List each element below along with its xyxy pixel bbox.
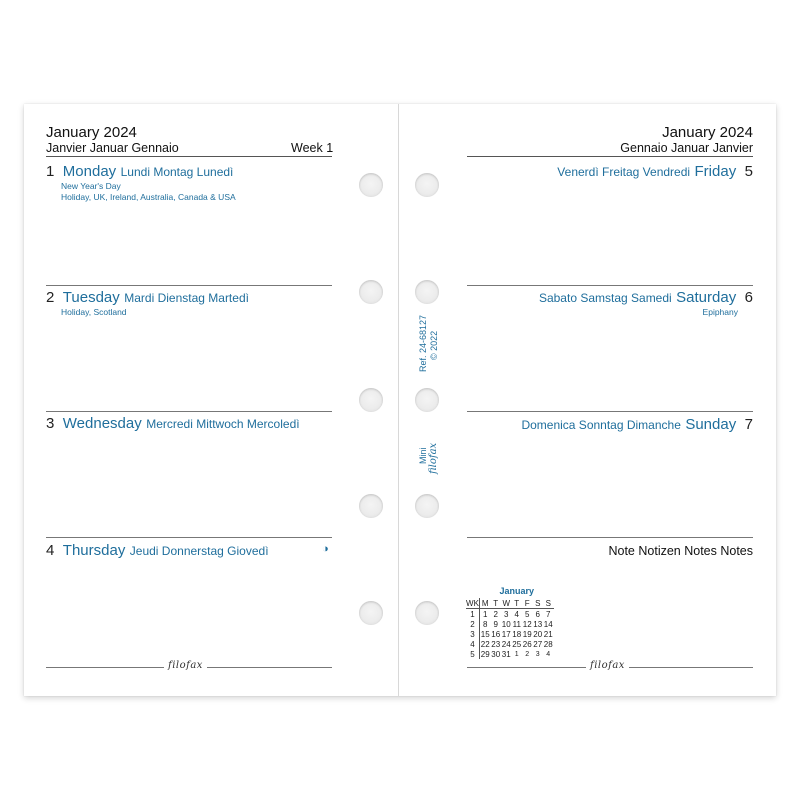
calendar-header-cell: S — [543, 598, 554, 609]
calendar-day-cell: 16 — [491, 629, 501, 639]
calendar-day-cell: 30 — [491, 649, 501, 659]
ring-hole — [415, 601, 439, 625]
calendar-header-cell: F — [522, 598, 533, 609]
calendar-day-cell: 21 — [543, 629, 553, 639]
calendar-week-number: 2 — [466, 619, 480, 629]
day-divider — [46, 537, 332, 538]
day-translations: Sabato Samstag Samedi — [538, 291, 672, 305]
ring-hole — [415, 388, 439, 412]
day-number: 3 — [46, 415, 55, 432]
day-divider — [46, 285, 332, 286]
day-entry-sunday[interactable] — [521, 417, 753, 433]
calendar-day-cell: 22 — [480, 639, 490, 649]
calendar-day-cell: 29 — [480, 649, 490, 659]
mini-calendar-title: January — [499, 586, 535, 596]
calendar-day-cell: 18 — [512, 629, 522, 639]
day-divider — [467, 537, 753, 538]
calendar-day-cell: 5 — [525, 609, 530, 619]
day-entry-monday[interactable] — [46, 164, 233, 180]
notes-heading: Note Notizen Notes Notes — [608, 544, 753, 558]
filofax-logo: filofax — [164, 660, 207, 671]
right-header-rule — [467, 156, 753, 157]
calendar-day-cell: 2 — [525, 650, 530, 658]
calendar-day-cell: 28 — [543, 639, 553, 649]
holiday-note: Epiphany — [702, 307, 738, 317]
calendar-day-cell: 15 — [480, 629, 490, 639]
left-header-rule — [46, 156, 332, 157]
ring-hole — [415, 494, 439, 518]
calendar-day-cell: 12 — [522, 619, 532, 629]
calendar-day-cell: 20 — [533, 629, 543, 639]
holiday-note: Holiday, UK, Ireland, Australia, Canada & USA — [61, 192, 236, 202]
calendar-week-row — [466, 619, 554, 629]
calendar-day-cell: 6 — [535, 609, 540, 619]
day-translations: Lundi Montag Lunedì — [120, 165, 234, 179]
right-month-translations: Gennaio Januar Janvier — [620, 141, 753, 155]
day-name: Thursday — [62, 542, 126, 559]
day-entry-thursday[interactable] — [46, 543, 269, 559]
calendar-day-cell: 4 — [514, 609, 519, 619]
gutter-brand-logo: filofax — [428, 442, 439, 474]
day-number: 2 — [46, 289, 55, 306]
day-name: Monday — [62, 163, 117, 180]
day-divider — [467, 285, 753, 286]
day-divider — [46, 411, 332, 412]
day-translations: Jeudi Donnerstag Giovedì — [129, 544, 269, 558]
calendar-day-cell: 19 — [522, 629, 532, 639]
calendar-header-cell: T — [512, 598, 523, 609]
page-gutter — [398, 104, 399, 696]
day-number: 6 — [744, 289, 753, 306]
day-number: 4 — [46, 542, 55, 559]
day-number: 7 — [744, 416, 753, 433]
day-name: Tuesday — [62, 289, 120, 306]
calendar-day-cell: 9 — [493, 619, 498, 629]
mini-calendar-grid — [466, 598, 554, 659]
calendar-day-cell: 14 — [543, 619, 553, 629]
ring-hole — [359, 173, 383, 197]
calendar-header-cell: W — [502, 598, 511, 608]
calendar-week-row — [466, 609, 554, 620]
calendar-day-cell: 13 — [533, 619, 543, 629]
moon-phase-icon: ◑ — [322, 543, 329, 555]
ring-hole — [415, 173, 439, 197]
calendar-day-cell: 3 — [535, 650, 540, 658]
week-label: Week 1 — [291, 141, 334, 155]
day-entry-friday[interactable] — [557, 164, 753, 180]
day-translations: Mercredi Mittwoch Mercoledì — [146, 417, 300, 431]
calendar-week-number: 4 — [466, 639, 480, 649]
calendar-day-cell: 2 — [493, 609, 498, 619]
calendar-week-number: 5 — [466, 649, 480, 659]
day-translations: Venerdì Freitag Vendredi — [557, 165, 691, 179]
calendar-week-number: 3 — [466, 629, 480, 639]
calendar-day-cell: 11 — [512, 619, 521, 629]
calendar-header-cell: T — [491, 598, 502, 609]
ring-hole — [359, 388, 383, 412]
day-name: Friday — [694, 163, 737, 180]
calendar-week-row — [466, 649, 554, 659]
day-name: Saturday — [676, 289, 737, 306]
day-entry-saturday[interactable] — [539, 290, 753, 306]
reference-code: Ref. 24-68127 — [418, 314, 428, 372]
day-name: Sunday — [685, 416, 737, 433]
calendar-week-row — [466, 629, 554, 639]
ring-hole — [415, 280, 439, 304]
calendar-day-cell: 1 — [514, 650, 519, 658]
calendar-day-cell: 17 — [501, 629, 511, 639]
ring-hole — [359, 494, 383, 518]
calendar-day-cell: 8 — [483, 619, 488, 629]
calendar-week-number: 1 — [466, 609, 480, 620]
day-divider — [467, 411, 753, 412]
calendar-day-cell: 23 — [491, 639, 501, 649]
left-month-title: January 2024 — [46, 124, 137, 141]
calendar-header-cell: S — [533, 598, 544, 609]
calendar-day-cell: 31 — [501, 649, 511, 659]
day-translations: Mardi Dienstag Martedì — [124, 291, 249, 305]
calendar-day-cell: 7 — [546, 609, 551, 619]
calendar-day-cell: 27 — [533, 639, 543, 649]
calendar-header-cell: WK — [466, 598, 479, 608]
calendar-day-cell: 4 — [546, 650, 551, 658]
holiday-note: New Year's Day — [61, 181, 121, 191]
day-number: 5 — [744, 163, 753, 180]
calendar-day-cell: 25 — [512, 639, 522, 649]
day-translations: Domenica Sonntag Dimanche — [521, 418, 681, 432]
copyright-text: © 2022 — [429, 330, 439, 360]
calendar-day-cell: 10 — [501, 619, 511, 629]
calendar-header-cell: M — [480, 598, 491, 609]
calendar-day-cell: 1 — [483, 609, 488, 619]
mini-calendar — [466, 586, 554, 659]
day-number: 1 — [46, 163, 55, 180]
day-name: Wednesday — [62, 415, 142, 432]
calendar-day-cell: 24 — [501, 639, 511, 649]
calendar-day-cell: 3 — [504, 609, 509, 619]
left-month-translations: Janvier Januar Gennaio — [46, 141, 179, 155]
day-entry-tuesday[interactable] — [46, 290, 249, 306]
holiday-note: Holiday, Scotland — [61, 307, 127, 317]
calendar-day-cell: 26 — [522, 639, 532, 649]
ring-hole — [359, 280, 383, 304]
day-entry-wednesday[interactable] — [46, 416, 300, 432]
calendar-week-row — [466, 639, 554, 649]
filofax-logo: filofax — [586, 660, 629, 671]
size-label: Mini — [418, 447, 428, 464]
right-month-title: January 2024 — [662, 124, 753, 141]
ring-hole — [359, 601, 383, 625]
